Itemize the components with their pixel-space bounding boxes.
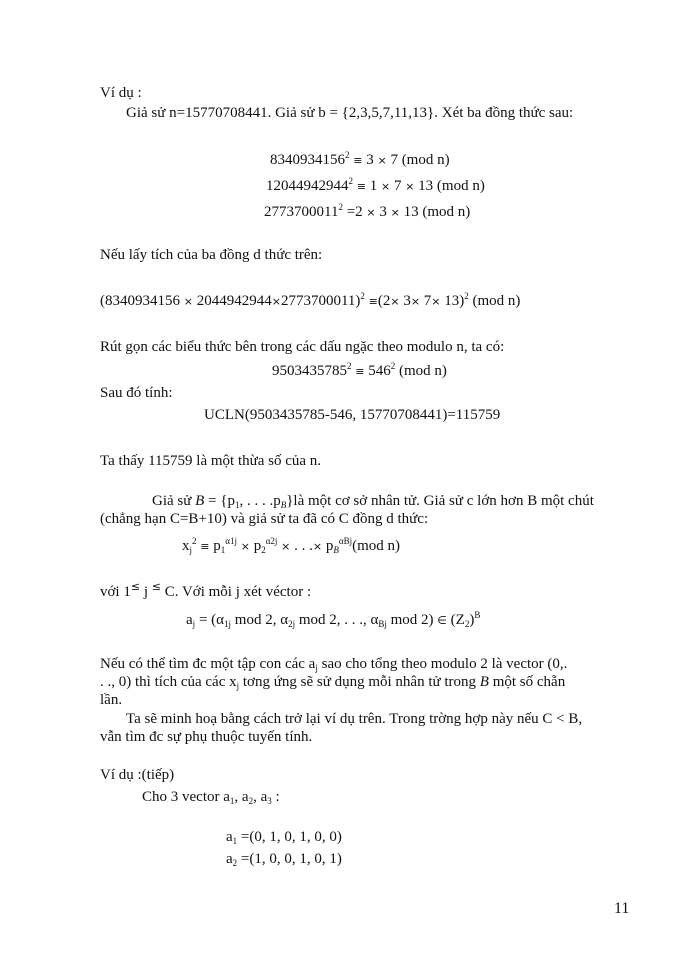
then-compute: Sau đó tính: xyxy=(100,385,173,401)
product-equation: $(8340934156 \times 2044942944\times 2773700011)^2 \equiv(2\times 3\times 7\times 13)^2$ (mod n) xyxy=(100,291,521,309)
example-continued-heading: Ví dụ :(tiếp) xyxy=(100,767,175,783)
congruence-3: 2773700011$^2$ =2 × 3 × 13 (mod n) xyxy=(264,202,471,220)
factor-note: Ta thấy 115759 là một thừa số của n. xyxy=(100,453,322,469)
illustration-paragraph-line1: Ta sẽ minh hoạ bằng cách trở lại ví dụ trên. Trong trờng hợp này nếu C < B, xyxy=(126,711,583,727)
vector-definition: $a_j = (\alpha_{1j}$ mod 2, $\alpha_{2j}$ mod 2, . . ., $\alpha_{Bj}$ mod 2) ∈ $(Z_2)^B$ xyxy=(186,610,481,629)
subset-paragraph-line3: lần. xyxy=(100,692,123,708)
congruence-1: 8340934156$^2$ ≡ 3 × 7 (mod n) xyxy=(270,150,450,168)
reduced-congruence: $9503435785^2 \equiv 546^2$ (mod n) xyxy=(272,361,447,379)
product-intro: Nếu lấy tích của ba đồng d thức trên: xyxy=(100,247,323,263)
page-number: 11 xyxy=(614,900,630,917)
base-paragraph-line2: (chẳng hạn C=B+10) và giả sử ta đã có C đồng d thức: xyxy=(100,511,429,527)
example-heading: Ví dụ : xyxy=(100,85,142,101)
general-congruence: $x_j^2 \equiv p_1^{\alpha 1j} \times p_2^{\alpha 2j}$ × . . .× $p_B^{\alpha Bj}(mod$ n) xyxy=(182,536,401,555)
vector-a2: $a_2 =(1$, 0, 0, 1, 0, 1) xyxy=(226,851,342,868)
vector-a1: $a_1 =(0$, 1, 0, 1, 0, 0) xyxy=(226,829,342,846)
reduce-intro: Rút gọn các biểu thức bên trong các dấu ngặc theo modulo n, ta có: xyxy=(100,339,505,355)
illustration-paragraph-line2: vẫn tìm đc sự phụ thuộc tuyến tính. xyxy=(100,729,313,745)
subset-paragraph-line1: Nếu có thể tìm đc một tập con các $a_j$ sao cho tổng theo modulo 2 là vector (0,. xyxy=(100,656,568,673)
gcd-line: UCLN(9503435785-546, 15770708441)=115759 xyxy=(204,407,501,423)
congruence-2: 12044942944$^2$ ≡ 1 × 7 × 13 (mod n) xyxy=(266,176,485,194)
with-line: với 1≤ j ≤ C. Với mỗi j xét véctor : xyxy=(100,580,312,600)
example-intro: Giả sử n=15770708441. Giả sử b = {2,3,5,7,11,13}. Xét ba đồng thức sau: xyxy=(126,105,574,121)
base-paragraph-line1: Giả sử $B = \{p_1$, . . . $.p_B\}là$ một cơ sở nhân tử. Giả sử c lớn hơn B một chút xyxy=(152,493,594,510)
three-vectors-line: Cho 3 vector $a_1$, $a_2$, $a_3$ : xyxy=(142,789,280,806)
subset-paragraph-line2: . ., 0) thì tích của các $x_j$ tơng ứng sẽ sử dụng mỗi nhân tử trong B một số chẵn xyxy=(100,674,566,691)
